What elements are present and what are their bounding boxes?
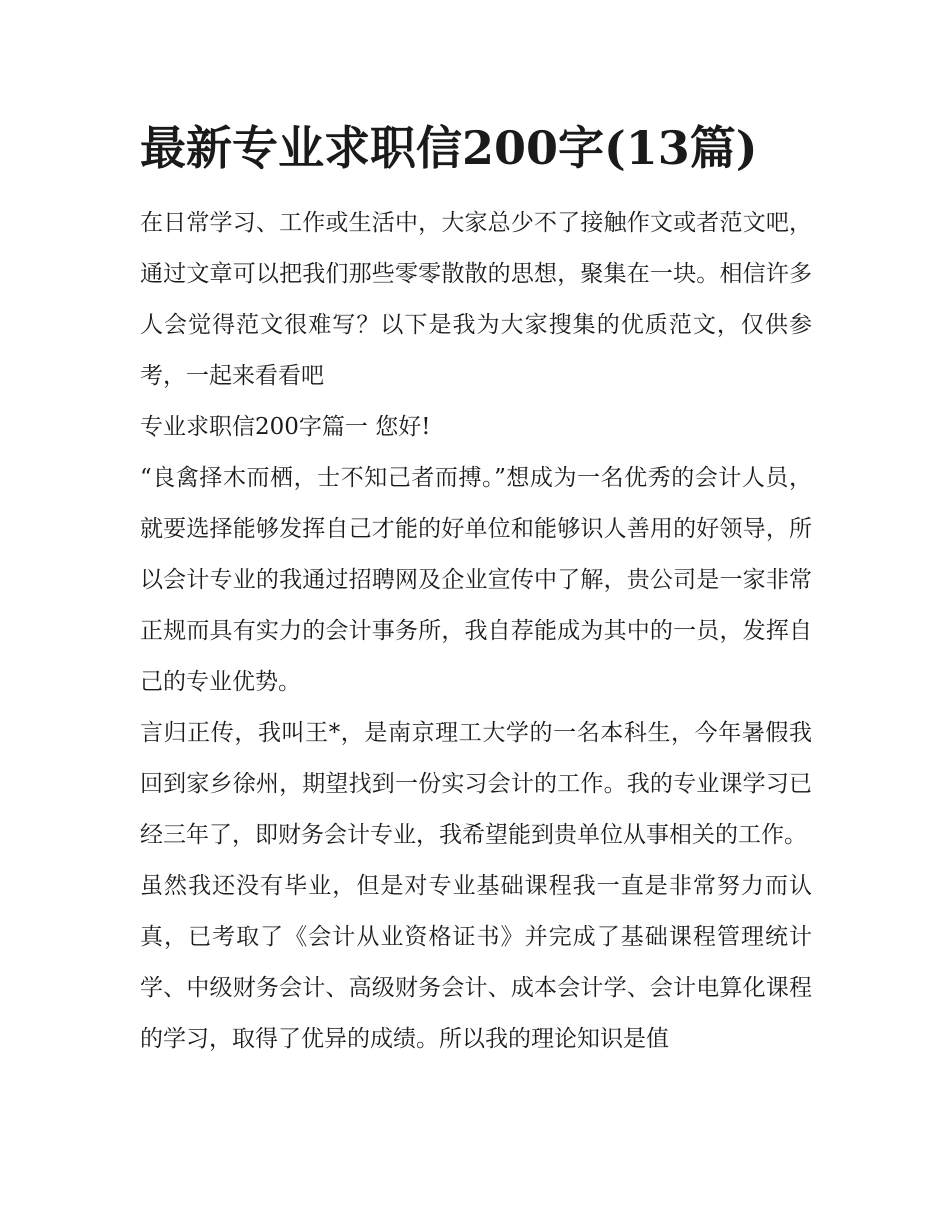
section-heading-paragraph: 专业求职信200字篇一 您好! bbox=[140, 414, 431, 440]
body-paragraph-3: 虽然我还没有毕业，但是对专业基础课程我一直是非常努力而认真，已考取了《会计从业资格证书》并完成了基础课程管理统计学、中级财务会计、高级财务会计、成本会计学、会计电算化课程的学习，取得了优异的成绩。所以我的理论知识是值 bbox=[140, 873, 812, 1052]
document-title: 最新专业求职信200字(13篇) bbox=[140, 121, 758, 175]
intro-paragraph: 在日常学习、工作或生活中，大家总少不了接触作文或者范文吧，通过文章可以把我们那些零零散散的思想，聚集在一块。相信许多人会觉得范文很难写？以下是我为大家搜集的优质范文，仅供参考，一起来看看吧 bbox=[140, 210, 812, 389]
document-body bbox=[140, 198, 812, 1065]
body-paragraph-1: “良禽择木而栖，士不知己者而搏。”想成为一名优秀的会计人员，就要选择能够发挥自己才能的好单位和能够识人善用的好领导，所以会计专业的我通过招聘网及企业宣传中了解，贵公司是一家非常正规而具有实力的会计事务所，我自荐能成为其中的一员，发挥自己的专业优势。 bbox=[140, 465, 812, 695]
body-paragraph-2: 言归正传，我叫王*，是南京理工大学的一名本科生，今年暑假我回到家乡徐州，期望找到一份实习会计的工作。我的专业课学习已经三年了，即财务会计专业，我希望能到贵单位从事相关的工作。 bbox=[140, 720, 812, 848]
